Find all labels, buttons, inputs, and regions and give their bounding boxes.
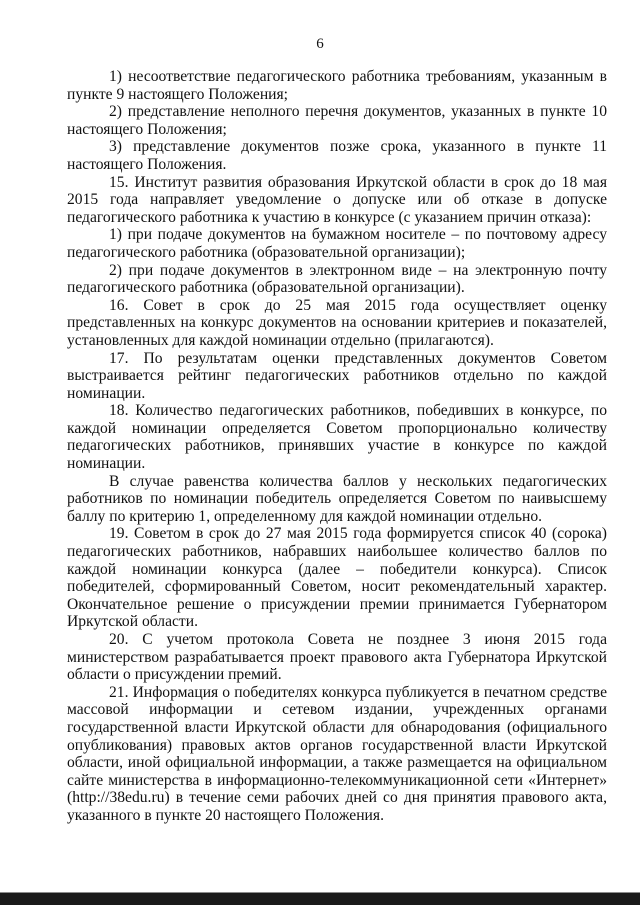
paragraph-clause-17: 17. По результатам оценки представленных документов Советом выстраивается рейтинг педагогических работников отдельно по каждой номинации.: [67, 349, 607, 402]
paragraph-item-2: 2) представление неполного перечня документов, указанных в пункте 10 настоящего Положения;: [67, 103, 607, 138]
paragraph-clause-18-tie: В случае равенства количества баллов у нескольких педагогических работников по номинации победитель определяется Советом по наивысшему баллу по критерию 1, определенному для каждой номинации отдельно.: [67, 472, 607, 525]
paragraph-item-15-2: 2) при подаче документов в электронном виде – на электронную почту педагогического работника (образовательной организации).: [67, 261, 607, 297]
paragraph-item-1: 1) несоответствие педагогического работника требованиям, указанным в пункте 9 настоящего Положения;: [67, 68, 607, 103]
scan-bottom-edge: [0, 884, 640, 905]
paragraph-item-15-1: 1) при подаче документов на бумажном носителе – по почтовому адресу педагогического работника (образовательной организации);: [67, 226, 607, 261]
paragraph-clause-16: 16. Совет в срок до 25 мая 2015 года осуществляет оценку представленных на конкурс документов на основании критериев и показателей, установленных для каждой номинации отдельно (прилагаются).: [67, 296, 607, 349]
page-number: 6: [316, 36, 324, 52]
paragraph-clause-19: 19. Советом в срок до 27 мая 2015 года формируется список 40 (сорока) педагогических работников, набравших наибольшее количество баллов по каждой номинации конкурса (далее – победители конкурса). Список победителей, сформированный Советом, носит рекомендательный характер. Окончательное решение о присуждении премии принимается Губернатором Иркутской области.: [67, 525, 607, 631]
document-body: [67, 68, 607, 825]
paragraph-clause-21: 21. Информация о победителях конкурса публикуется в печатном средстве массовой информации и сетевом издании, учрежденных органами государственной власти Иркутской области для обнародования (официального опубликования) правовых актов органов государственной власти Иркутской области, иной официальной информации, а также размещается на официальном сайте министерства в информационно-телекоммуникационной сети «Интернет» (http://38edu.ru) в течение семи рабочих дней со дня принятия правового акта, указанного в пункте 20 настоящего Положения.: [67, 683, 607, 824]
paragraph-clause-18: 18. Количество педагогических работников, победивших в конкурсе, по каждой номинации определяется Советом пропорционально количеству педагогических работников, принявших участие в конкурсе по каждой номинации.: [67, 402, 607, 473]
paragraph-item-3: 3) представление документов позже срока, указанного в пункте 11 настоящего Положения.: [67, 138, 607, 173]
paragraph-clause-15: 15. Институт развития образования Иркутской области в срок до 18 мая 2015 года направляет уведомление о допуске или об отказе в допуске педагогического работника к участию в конкурсе (с указанием причин отказа):: [67, 173, 607, 226]
paragraph-clause-20: 20. С учетом протокола Совета не позднее 3 июня 2015 года министерством разрабатывается проект правового акта Губернатора Иркутской области о присуждении премий.: [67, 631, 607, 684]
